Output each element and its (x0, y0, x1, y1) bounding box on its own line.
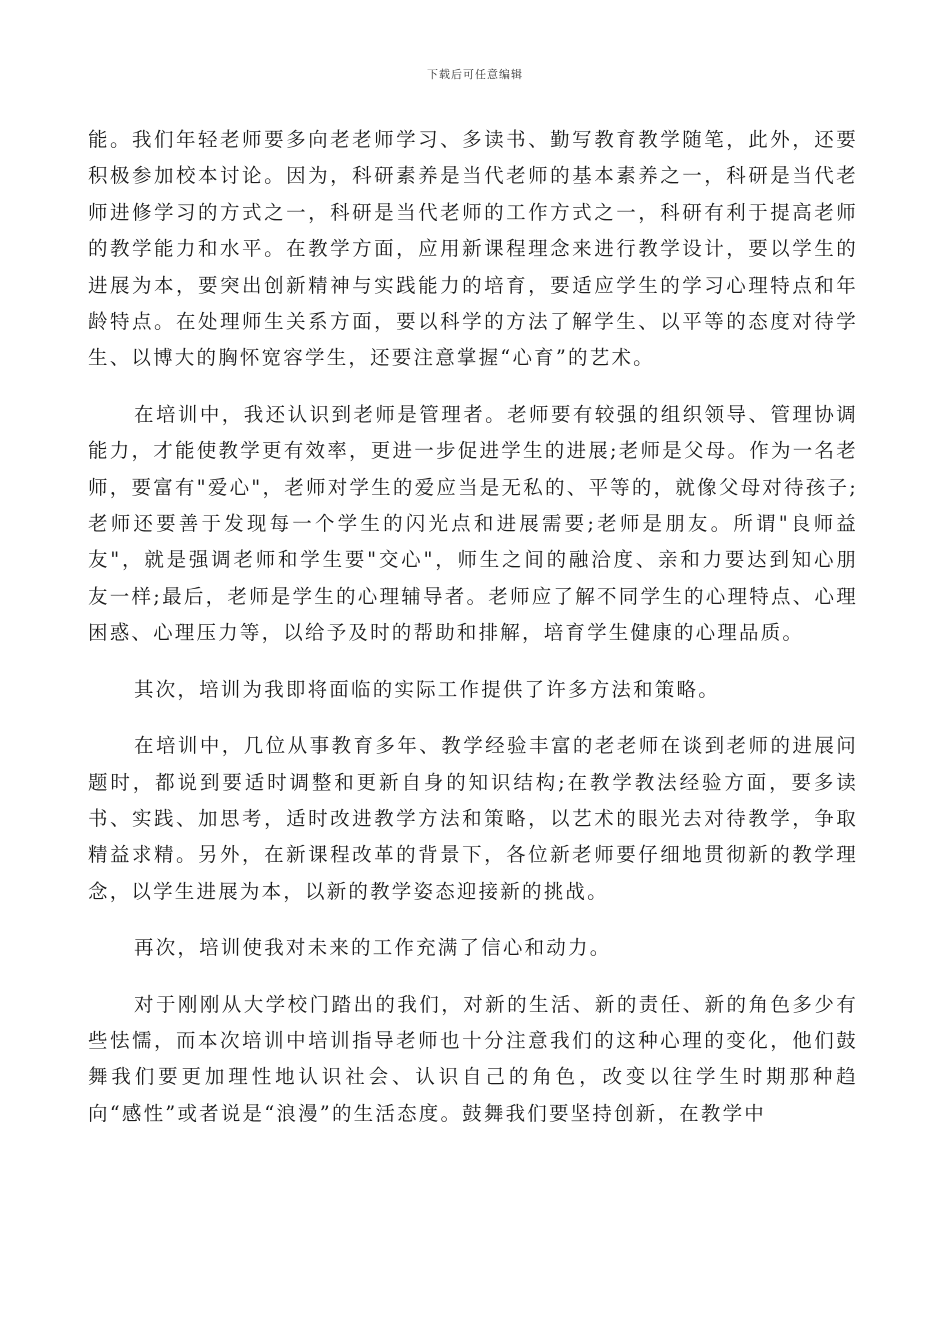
paragraph-2: 在培训中，我还认识到老师是管理者。老师要有较强的组织领导、管理协调能力，才能使教学更有效率，更进一步促进学生的进展;老师是父母。作为一名老师，要富有"爱心"，老师对学生的爱应当是无私的、平等的，就像父母对待孩子;老师还要善于发现每一个学生的闪光点和进展需要;老师是朋友。所谓"良师益友"，就是强调老师和学生要"交心"，师生之间的融洽度、亲和力要达到知心朋友一样;最后，老师是学生的心理辅导者。老师应了解不同学生的心理特点、心理困惑、心理压力等，以给予及时的帮助和排解，培育学生健康的心理品质。 (88, 402, 858, 645)
paragraph-4: 在培训中，几位从事教育多年、教学经验丰富的老老师在谈到老师的进展问题时，都说到要适时调整和更新自身的知识结构;在教学教法经验方面，要多读书、实践、加思考，适时改进教学方法和策略，以艺术的眼光去对待教学，争取精益求精。另外，在新课程改革的背景下，各位新老师要仔细地贯彻新的教学理念，以学生进展为本，以新的教学姿态迎接新的挑战。 (88, 734, 858, 903)
paragraph-3: 其次，培训为我即将面临的实际工作提供了许多方法和策略。 (134, 677, 720, 701)
document-body (88, 122, 858, 1132)
paragraph-1: 能。我们年轻老师要多向老老师学习、多读书、勤写教育教学随笔，此外，还要积极参加校本讨论。因为，科研素养是当代老师的基本素养之一，科研是当代老师进修学习的方式之一，科研是当代老师的工作方式之一，科研有利于提高老师的教学能力和水平。在教学方面，应用新课程理念来进行教学设计，要以学生的进展为本，要突出创新精神与实践能力的培育，要适应学生的学习心理特点和年龄特点。在处理师生关系方面，要以科学的方法了解学生、以平等的态度对待学生、以博大的胸怀宽容学生，还要注意掌握“心育”的艺术。 (88, 128, 858, 370)
paragraph-5: 再次，培训使我对未来的工作充满了信心和动力。 (134, 936, 612, 960)
page-header: 下载后可任意编辑 (427, 68, 523, 81)
paragraph-6: 对于刚刚从大学校门踏出的我们，对新的生活、新的责任、新的角色多少有些怯懦，而本次培训中培训指导老师也十分注意我们的这种心理的变化，他们鼓舞我们要更加理性地认识社会、认识自己的角色，改变以往学生时期那种趋向“感性”或者说是“浪漫”的生活态度。鼓舞我们要坚持创新，在教学中 (88, 992, 858, 1125)
